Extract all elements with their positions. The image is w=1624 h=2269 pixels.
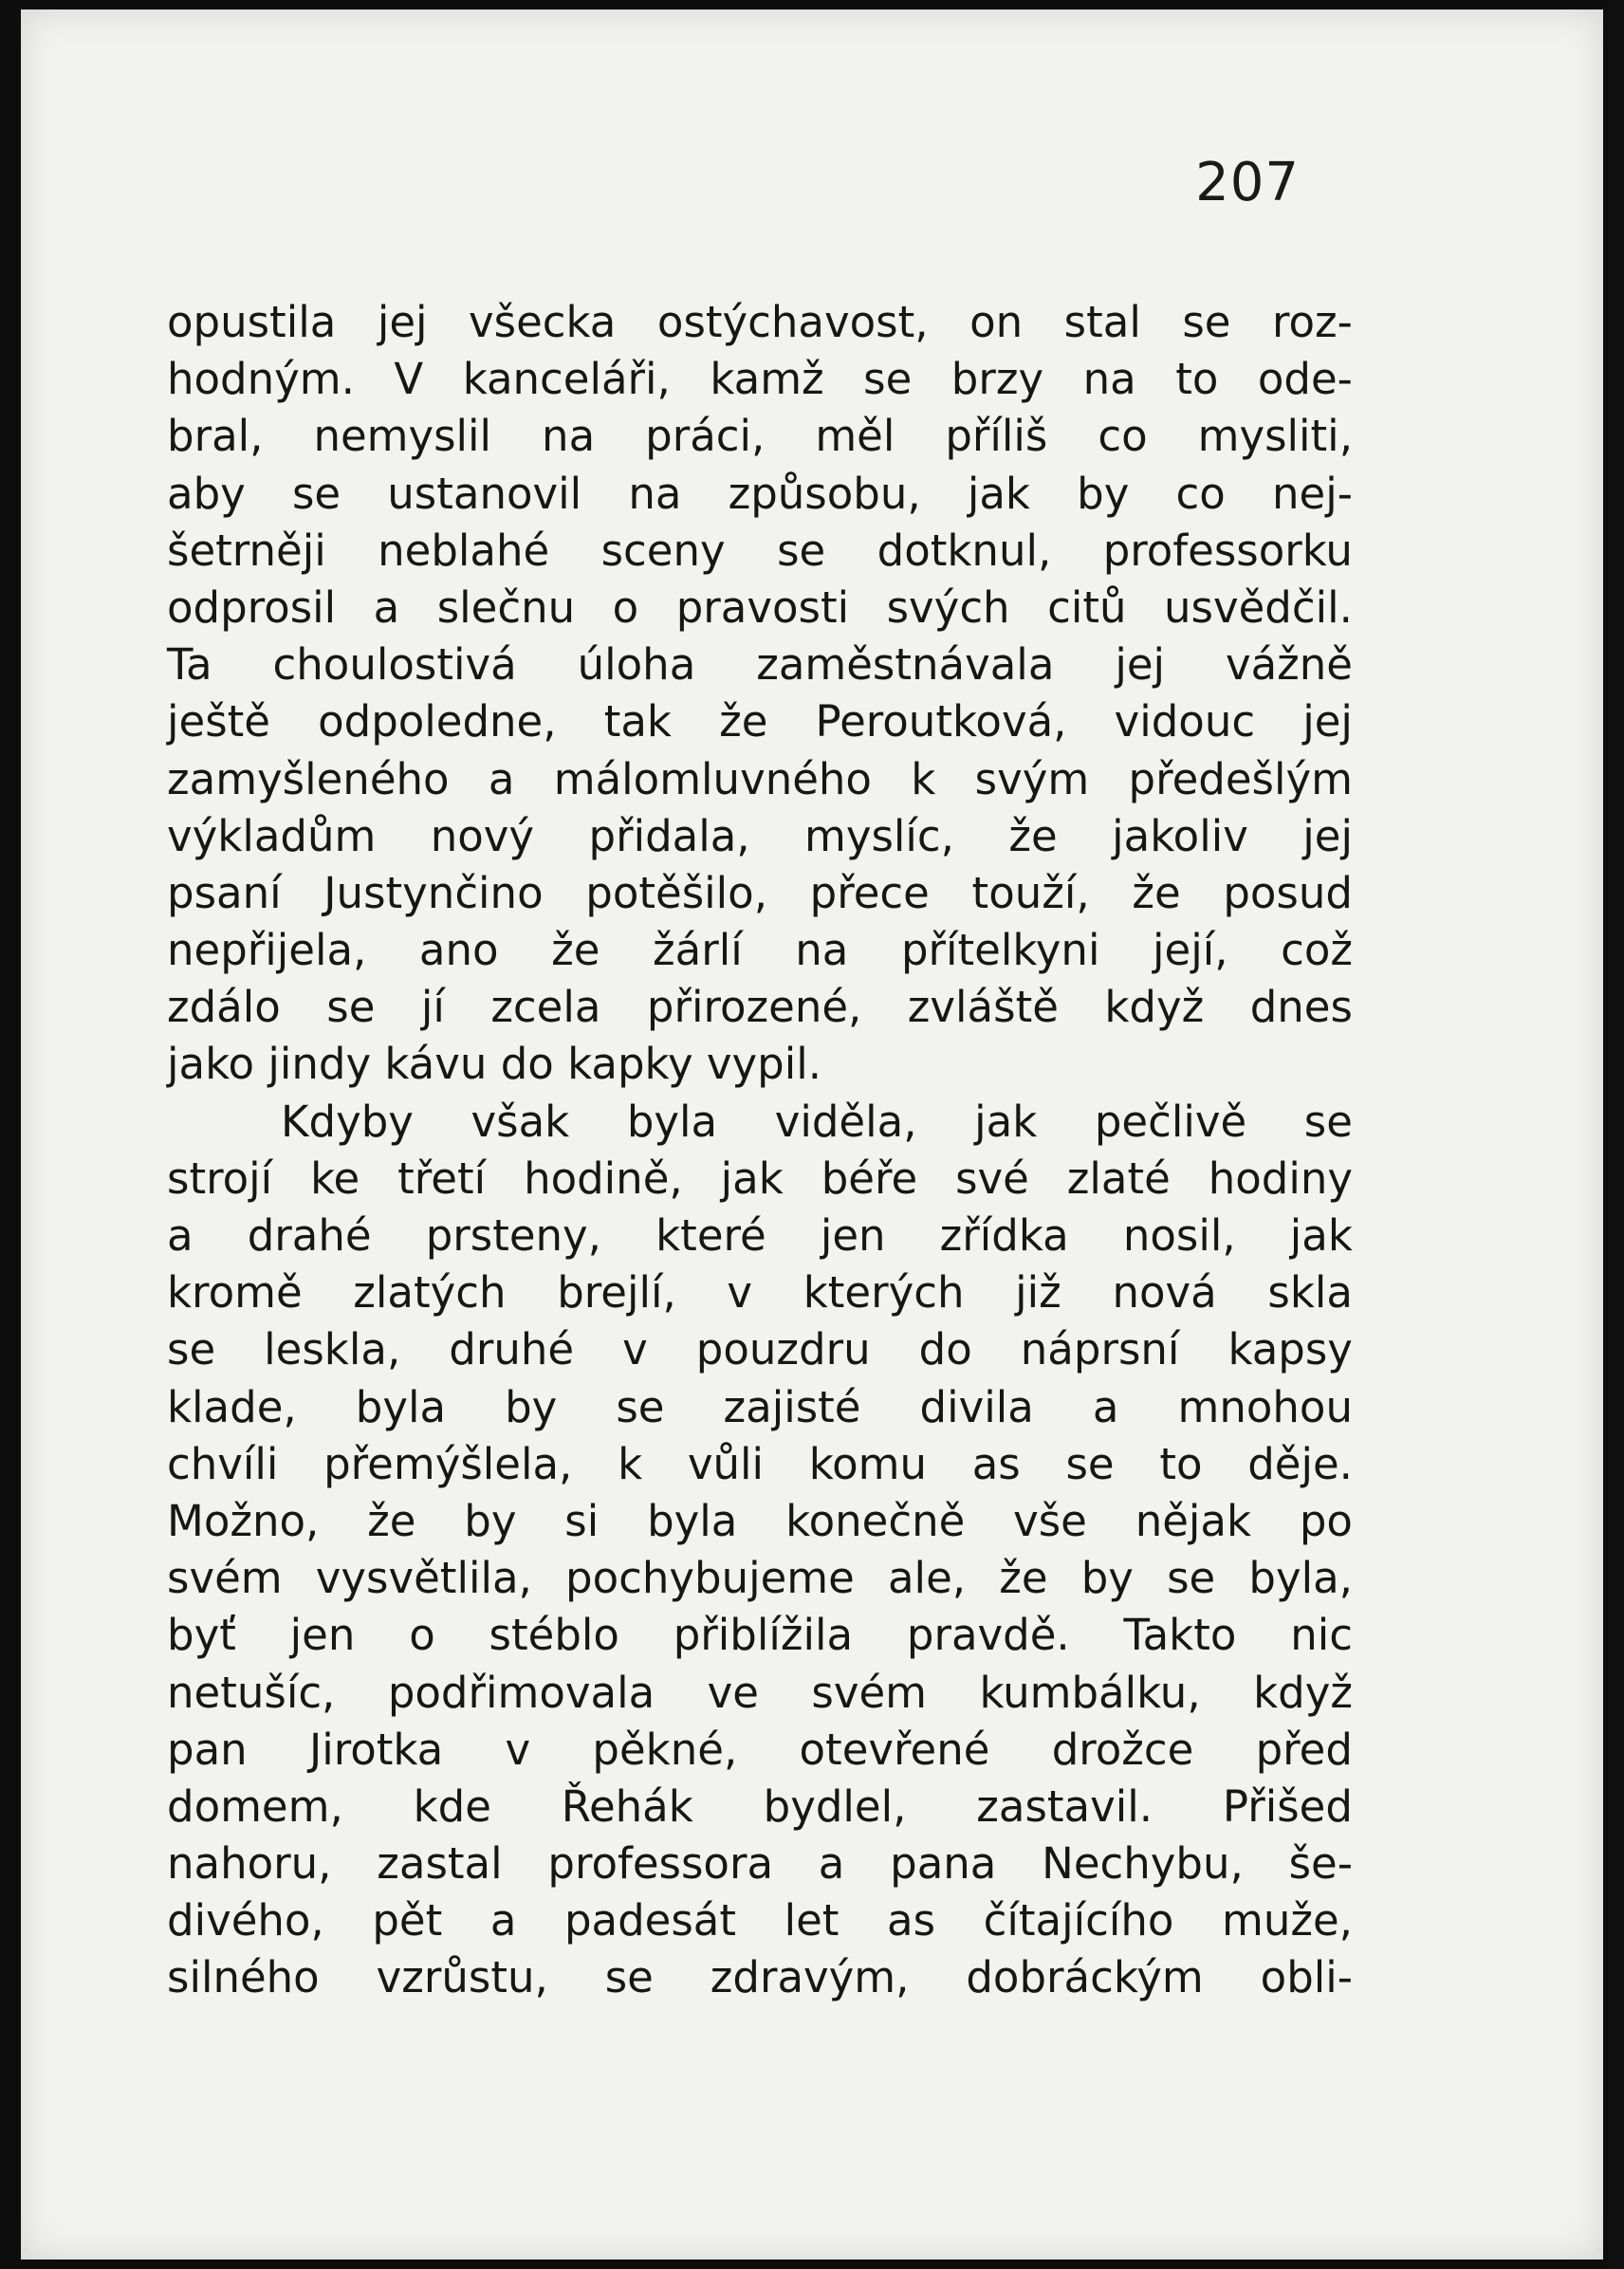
word: pěkné, [592, 1724, 738, 1775]
word: padesát [563, 1895, 737, 1946]
word: Řehák [561, 1780, 693, 1832]
text-line [167, 294, 1353, 351]
word: vysvětlila, [315, 1553, 532, 1604]
word: se [167, 1324, 216, 1375]
word: kanceláři, [462, 354, 671, 405]
word: ještě [167, 696, 270, 747]
word: dobráckým [966, 1952, 1204, 2003]
word: jej [1115, 639, 1166, 691]
text-line [167, 1722, 1353, 1779]
word: v [505, 1724, 531, 1775]
text-line [167, 1379, 1353, 1436]
word: a [489, 1895, 517, 1946]
text-line [167, 979, 1353, 1036]
word: nový [430, 810, 535, 861]
word: se [604, 1952, 654, 2003]
word: prsteny, [425, 1210, 601, 1261]
page-number: 207 [1195, 152, 1300, 213]
word: béře [821, 1153, 918, 1204]
word: zaměstnávala [756, 639, 1055, 691]
word: posud [1223, 867, 1353, 918]
word: se [291, 468, 341, 519]
word: by [1077, 468, 1130, 519]
text-line [167, 1493, 1353, 1550]
word: nej- [1271, 468, 1353, 519]
text-line [167, 1892, 1353, 1949]
word: o [409, 1610, 435, 1661]
word: ano [418, 925, 499, 976]
word: tak [603, 696, 672, 747]
word: vůli [687, 1438, 764, 1489]
word: nahoru, [167, 1838, 332, 1890]
word: vážně [1225, 639, 1353, 691]
word: by [464, 1495, 517, 1546]
scan-edge [1609, 0, 1624, 2269]
word: jakoliv [1112, 810, 1248, 861]
word: byla [647, 1495, 738, 1546]
word: nosil, [1122, 1210, 1236, 1261]
word: a [1092, 1381, 1119, 1432]
word: otevřené [799, 1724, 990, 1775]
text-line [167, 1550, 1353, 1607]
word: nějak [1135, 1495, 1252, 1546]
word: muže, [1221, 1895, 1353, 1946]
text-line [167, 808, 1353, 865]
word: do [918, 1324, 972, 1375]
text-line [167, 1151, 1353, 1208]
word: usvědčil. [1164, 581, 1353, 633]
word: již [1015, 1267, 1061, 1319]
word: komu [808, 1438, 928, 1489]
text-line [167, 523, 1353, 580]
word: professora [547, 1838, 774, 1890]
word: zastavil. [976, 1780, 1153, 1832]
word: strojí [167, 1153, 273, 1204]
word: nová [1112, 1267, 1217, 1319]
word: Peroutková, [815, 696, 1067, 747]
word: zajisté [723, 1381, 861, 1432]
word: v [727, 1267, 753, 1319]
word: se [777, 525, 826, 576]
word: Takto [1123, 1610, 1237, 1661]
text-line [167, 1835, 1353, 1892]
word: zcela [490, 982, 601, 1033]
word: konečně [785, 1495, 966, 1546]
word: drahé [247, 1210, 372, 1261]
word: své [955, 1153, 1029, 1204]
word: málomluvného [553, 753, 872, 804]
word: pouzdru [695, 1324, 871, 1375]
word: klade, [167, 1381, 297, 1432]
text-line [167, 1607, 1353, 1664]
word: byla [626, 1096, 718, 1147]
word: choulostivá [272, 639, 517, 691]
word: zamyšleného [167, 753, 450, 804]
word: přece [809, 867, 930, 918]
word: professorku [1102, 525, 1353, 576]
word: let [784, 1895, 840, 1946]
word: V [394, 354, 424, 405]
word: psaní [167, 867, 282, 918]
word: nemyslil [313, 411, 492, 462]
book-page [21, 9, 1603, 2260]
word: ustanovil [387, 468, 582, 519]
word: odpoledne, [318, 696, 557, 747]
word: by [1080, 1553, 1134, 1604]
word: Nechybu, [1042, 1838, 1244, 1890]
word: jen [820, 1210, 886, 1261]
word: pana [890, 1838, 997, 1890]
text-line [167, 1949, 1353, 2006]
text-line [167, 693, 1353, 750]
text-line [167, 1436, 1353, 1493]
word: k [618, 1438, 643, 1489]
word: netušíc, [167, 1667, 336, 1718]
word: že [719, 696, 768, 747]
body-text [167, 294, 1353, 2007]
text-line [167, 1321, 1353, 1378]
word: Možno, [167, 1495, 320, 1546]
word: se [1303, 1096, 1353, 1147]
word: brzy [950, 354, 1044, 405]
word: drožce [1051, 1724, 1194, 1775]
word: slečnu [436, 581, 576, 633]
word: by [505, 1381, 558, 1432]
word: že [1132, 867, 1181, 918]
word: Justynčino [323, 867, 544, 918]
word: pět [372, 1895, 443, 1946]
word: že [551, 925, 600, 976]
text-line: jako jindy kávu do kapky vypil. [167, 1039, 822, 1090]
word: to [1159, 1438, 1203, 1489]
text-line [167, 1779, 1353, 1835]
word: hodině, [524, 1153, 683, 1204]
word: opustila [167, 297, 337, 347]
word: pochybujeme [565, 1553, 855, 1604]
word: jak [967, 468, 1030, 519]
word: pravdě. [906, 1610, 1070, 1661]
word: žárlí [653, 925, 743, 976]
word: co [1098, 411, 1148, 462]
word: co [1175, 468, 1226, 519]
word: ode- [1257, 354, 1353, 405]
word: svým [974, 753, 1090, 804]
word: dotknul, [877, 525, 1052, 576]
text-line [167, 1094, 1353, 1151]
word: byť [167, 1610, 236, 1661]
word: stal [1063, 297, 1141, 347]
word: na [1082, 354, 1136, 405]
word: Ta [167, 639, 212, 691]
word: zdálo [167, 982, 281, 1033]
word: jak [974, 1096, 1038, 1147]
word: o [612, 581, 639, 633]
word: třetí [397, 1153, 487, 1204]
word: zvláště [907, 982, 1059, 1033]
word: divila [919, 1381, 1034, 1432]
text-line [167, 1208, 1353, 1264]
word: on [969, 297, 1024, 347]
word: Přišed [1222, 1780, 1353, 1832]
word: touží, [971, 867, 1090, 918]
word: domem, [167, 1780, 343, 1832]
word: příliš [945, 411, 1048, 462]
word: skla [1267, 1267, 1353, 1319]
text-line [167, 351, 1353, 408]
word: odprosil [167, 581, 337, 633]
word: bydlel, [763, 1780, 907, 1832]
word: náprsní [1020, 1324, 1180, 1375]
word: podřimovala [387, 1667, 655, 1718]
word: na [628, 468, 682, 519]
word: pan [167, 1724, 248, 1775]
word: k [911, 753, 936, 804]
word: způsobu, [728, 468, 921, 519]
text-line [167, 1665, 1353, 1722]
word: přiblížila [673, 1610, 854, 1661]
word: měl [815, 411, 895, 462]
word: to [1175, 354, 1219, 405]
word: a [373, 581, 400, 633]
word: myslíc, [804, 810, 954, 861]
word: předešlým [1128, 753, 1353, 804]
word: ale, [887, 1553, 967, 1604]
word: as [971, 1438, 1021, 1489]
word: šetrněji [167, 525, 326, 576]
word: divého, [167, 1895, 324, 1946]
word: přirozené, [646, 982, 862, 1033]
word: kamž [710, 354, 824, 405]
word: byla [355, 1381, 447, 1432]
word: přidala, [588, 810, 750, 861]
word: svém [167, 1553, 283, 1604]
word: výkladům [167, 810, 377, 861]
word: jí [420, 982, 445, 1033]
word: pečlivě [1094, 1096, 1247, 1147]
word: si [564, 1495, 600, 1546]
word: jej [1302, 810, 1353, 861]
word: po [1299, 1495, 1353, 1546]
word: Jirotka [308, 1724, 444, 1775]
word: nic [1290, 1610, 1353, 1661]
word: když [1104, 982, 1205, 1033]
word: svém [811, 1667, 927, 1718]
word: jej [377, 297, 428, 347]
word: mnohou [1177, 1381, 1353, 1432]
text-line [167, 408, 1353, 465]
word: potěšilo, [585, 867, 767, 918]
word: kromě [167, 1267, 303, 1319]
word: zdravým, [710, 1952, 910, 2003]
word: aby [167, 468, 246, 519]
word: se [1182, 297, 1231, 347]
word: še- [1288, 1838, 1353, 1890]
word: stéblo [489, 1610, 619, 1661]
word: které [655, 1210, 766, 1261]
word: což [1281, 925, 1353, 976]
word: zlatých [353, 1267, 507, 1319]
text-line [167, 922, 1353, 979]
word: neblahé [378, 525, 550, 576]
word: její, [1153, 925, 1228, 976]
word: bral, [167, 411, 264, 462]
word: jej [1302, 696, 1353, 747]
word: hodiny [1208, 1153, 1353, 1204]
word: kde [413, 1780, 491, 1832]
word: práci, [645, 411, 766, 462]
word: a [488, 753, 515, 804]
text-line [167, 636, 1353, 693]
word: na [542, 411, 596, 462]
word: Kdyby [281, 1096, 414, 1147]
word: nepřijela, [167, 925, 367, 976]
word: zastal [377, 1838, 503, 1890]
word: a [167, 1210, 194, 1261]
word: se [1065, 1438, 1115, 1489]
word: pravosti [675, 581, 850, 633]
word: leskla, [264, 1324, 401, 1375]
word: na [795, 925, 849, 976]
word: silného [167, 1952, 320, 2003]
word: děje. [1247, 1438, 1353, 1489]
word: kterých [803, 1267, 965, 1319]
word: před [1255, 1724, 1353, 1775]
word: brejlí, [557, 1267, 676, 1319]
word: vidouc [1114, 696, 1256, 747]
word: kapsy [1227, 1324, 1353, 1375]
word: citů [1047, 581, 1127, 633]
word: as [887, 1895, 936, 1946]
word: když [1253, 1667, 1353, 1718]
word: se [1167, 1553, 1216, 1604]
word: druhé [449, 1324, 575, 1375]
word: se [616, 1381, 665, 1432]
word: zlaté [1066, 1153, 1171, 1204]
word: všecka [469, 297, 617, 347]
word: chvíli [167, 1438, 279, 1489]
word: sceny [600, 525, 726, 576]
text-line [167, 466, 1353, 523]
word: ostýchavost, [656, 297, 929, 347]
word: jen [289, 1610, 356, 1661]
word: viděla, [774, 1096, 917, 1147]
word: obli- [1260, 1952, 1353, 2003]
text-line [167, 580, 1353, 636]
word: roz- [1272, 297, 1353, 347]
word: čítajícího [983, 1895, 1174, 1946]
word: se [326, 982, 376, 1033]
word: se [863, 354, 913, 405]
word: hodným. [167, 354, 355, 405]
word: však [471, 1096, 570, 1147]
word: zřídka [939, 1210, 1069, 1261]
word: ke [310, 1153, 360, 1204]
word: kumbálku, [979, 1667, 1201, 1718]
word: že [1008, 810, 1058, 861]
word: vzrůstu, [376, 1952, 548, 2003]
word: přítelkyni [900, 925, 1100, 976]
word: že [999, 1553, 1048, 1604]
text-line [167, 751, 1353, 808]
word: byla, [1248, 1553, 1353, 1604]
word: dnes [1249, 982, 1353, 1033]
word: že [367, 1495, 416, 1546]
text-line [167, 1264, 1353, 1321]
word: jak [720, 1153, 784, 1204]
word: a [818, 1838, 845, 1890]
word: ve [707, 1667, 759, 1718]
text-line [167, 865, 1353, 922]
word: mysliti, [1197, 411, 1353, 462]
word: jak [1289, 1210, 1353, 1261]
word: vše [1013, 1495, 1087, 1546]
word: svých [886, 581, 1010, 633]
word: úloha [577, 639, 696, 691]
word: v [622, 1324, 648, 1375]
word: přemýšlela, [323, 1438, 573, 1489]
